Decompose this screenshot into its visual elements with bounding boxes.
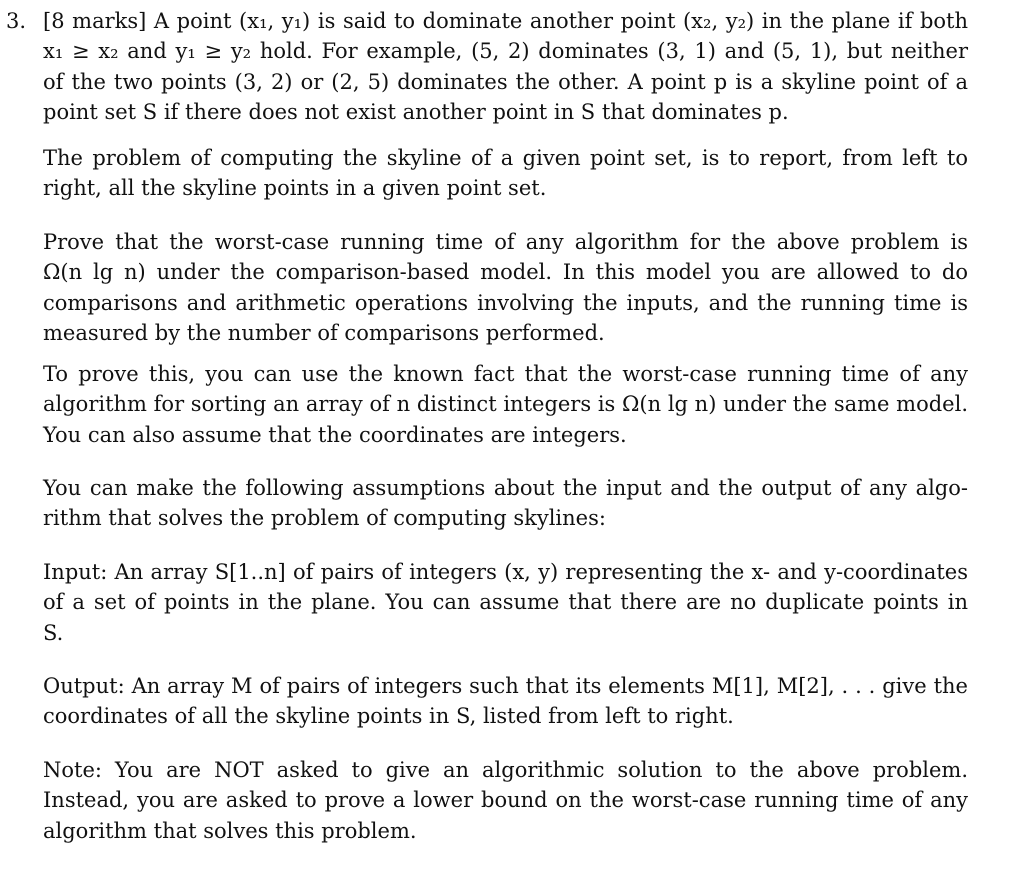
text-line: The problem of computing the skyline of a given point set, is to report, from left to [43,146,968,170]
text-line: Output: An array M of pairs of integers such that its elements M[1], M[2], . . . give the [43,674,968,698]
hint-paragraph [43,359,968,450]
text-line: Instead, you are asked to prove a lower bound on the worst-case running time of any [43,788,968,813]
question-number: 3. [6,9,27,33]
assumptions-paragraph [43,473,968,534]
text-line: point set S if there does not exist another point in S that dominates p. [43,99,789,124]
text-line: measured by the number of comparisons performed. [43,320,605,345]
input-paragraph [43,557,968,648]
text-line: Input: An array S[1..n] of pairs of integers (x, y) representing the x- and y-coordinates [43,560,968,584]
text-line: of a set of points in the plane. You can assume that there are no duplicate points in [43,590,968,615]
definition-paragraph [43,6,968,127]
output-paragraph [43,671,968,732]
text-line: rithm that solves the problem of computing skylines: [43,506,606,531]
text-line: To prove this, you can use the known fact that the worst-case running time of any [43,362,968,386]
text-line: coordinates of all the skyline points in S, listed from left to right. [43,704,734,729]
text-line: algorithm for sorting an array of n distinct integers is Ω(n lg n) under the same model. [43,392,968,417]
text-line: You can make the following assumptions about the input and the output of any algo- [43,476,968,500]
text-line: Ω(n lg n) under the comparison-based model. In this model you are allowed to do [43,260,968,285]
problem-statement-paragraph [43,143,968,204]
text-line: S. [43,620,64,645]
note-paragraph [43,755,968,846]
text-line: algorithm that solves this problem. [43,818,417,843]
text-line: right, all the skyline points in a given point set. [43,176,547,201]
text-line: [8 marks] A point (x₁, y₁) is said to dominate another point (x₂, y₂) in the plane if both [43,9,968,33]
text-line: x₁ ≥ x₂ and y₁ ≥ y₂ hold. For example, (5, 2) dominates (3, 1) and (5, 1), but neither [43,39,968,64]
task-paragraph [43,227,968,348]
text-line: Prove that the worst-case running time of any algorithm for the above problem is [43,230,968,254]
text-line: You can also assume that the coordinates are integers. [43,422,627,447]
text-line: Note: You are NOT asked to give an algorithmic solution to the above problem. [43,758,968,782]
text-line: comparisons and arithmetic operations involving the inputs, and the running time is [43,290,968,315]
text-line: of the two points (3, 2) or (2, 5) dominates the other. A point p is a skyline point of a [43,69,968,94]
